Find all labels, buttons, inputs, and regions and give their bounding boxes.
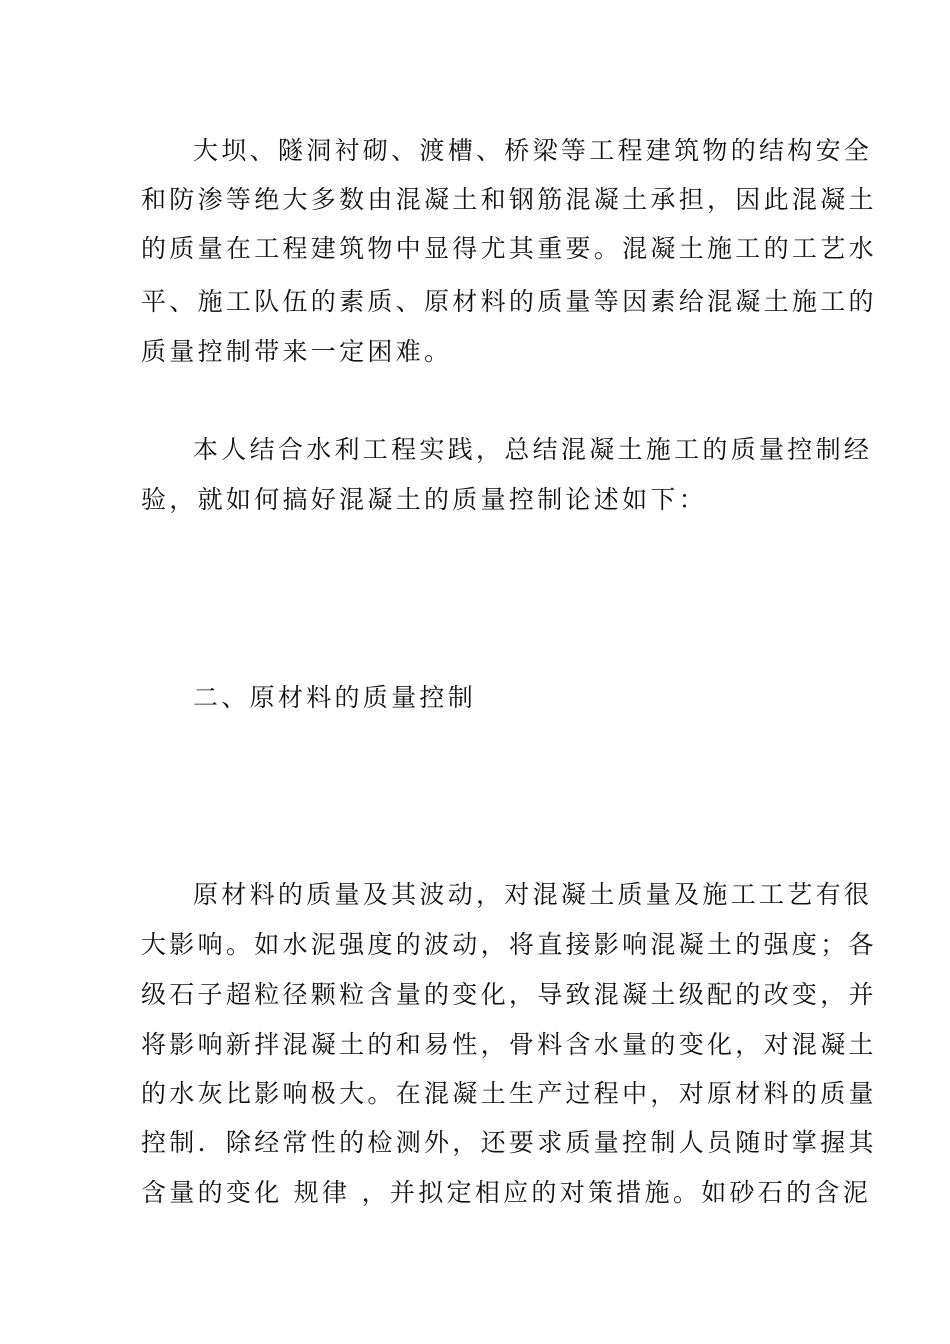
paragraph-raw-materials-line-2: 大影响。如水泥强度的波动，将直接影响混凝土的强度；各	[141, 930, 877, 959]
paragraph-summary-line-1: 本人结合水利工程实践，总结混凝土施工的质量控制经	[193, 435, 873, 464]
section-heading: 二、原材料的质量控制	[193, 683, 477, 712]
paragraph-raw-materials-line-1: 原材料的质量及其波动，对混凝土质量及施工工艺有很	[193, 880, 873, 909]
paragraph-raw-materials-line-4: 将影响新拌混凝土的和易性，骨料含水量的变化，对混凝土	[141, 1030, 877, 1059]
paragraph-intro-line-1: 大坝、隧洞衬砌、渡槽、桥梁等工程建筑物的结构安全	[193, 136, 873, 165]
paragraph-intro-line-3: 的质量在工程建筑物中显得尤其重要。混凝土施工的工艺水	[141, 234, 877, 263]
paragraph-intro-line-2: 和防渗等绝大多数由混凝土和钢筋混凝土承担，因此混凝土	[141, 185, 877, 214]
paragraph-raw-materials-line-7: 含量的变化 规律 ，并拟定相应的对策措施。如砂石的含泥	[141, 1178, 871, 1207]
paragraph-raw-materials-line-5: 的水灰比影响极大。在混凝土生产过程中，对原材料的质量	[141, 1079, 877, 1108]
paragraph-intro-line-4: 平、施工队伍的素质、原材料的质量等因素给混凝土施工的	[141, 287, 877, 316]
paragraph-intro-line-5: 质量控制带来一定困难。	[141, 337, 453, 366]
paragraph-summary-line-2: 验，就如何搞好混凝土的质量控制论述如下：	[141, 485, 708, 514]
paragraph-raw-materials-line-3: 级石子超粒径颗粒含量的变化，导致混凝土级配的改变，并	[141, 980, 877, 1009]
paragraph-raw-materials-line-6: 控制．除经常性的检测外，还要求质量控制人员随时掌握其	[141, 1128, 877, 1157]
